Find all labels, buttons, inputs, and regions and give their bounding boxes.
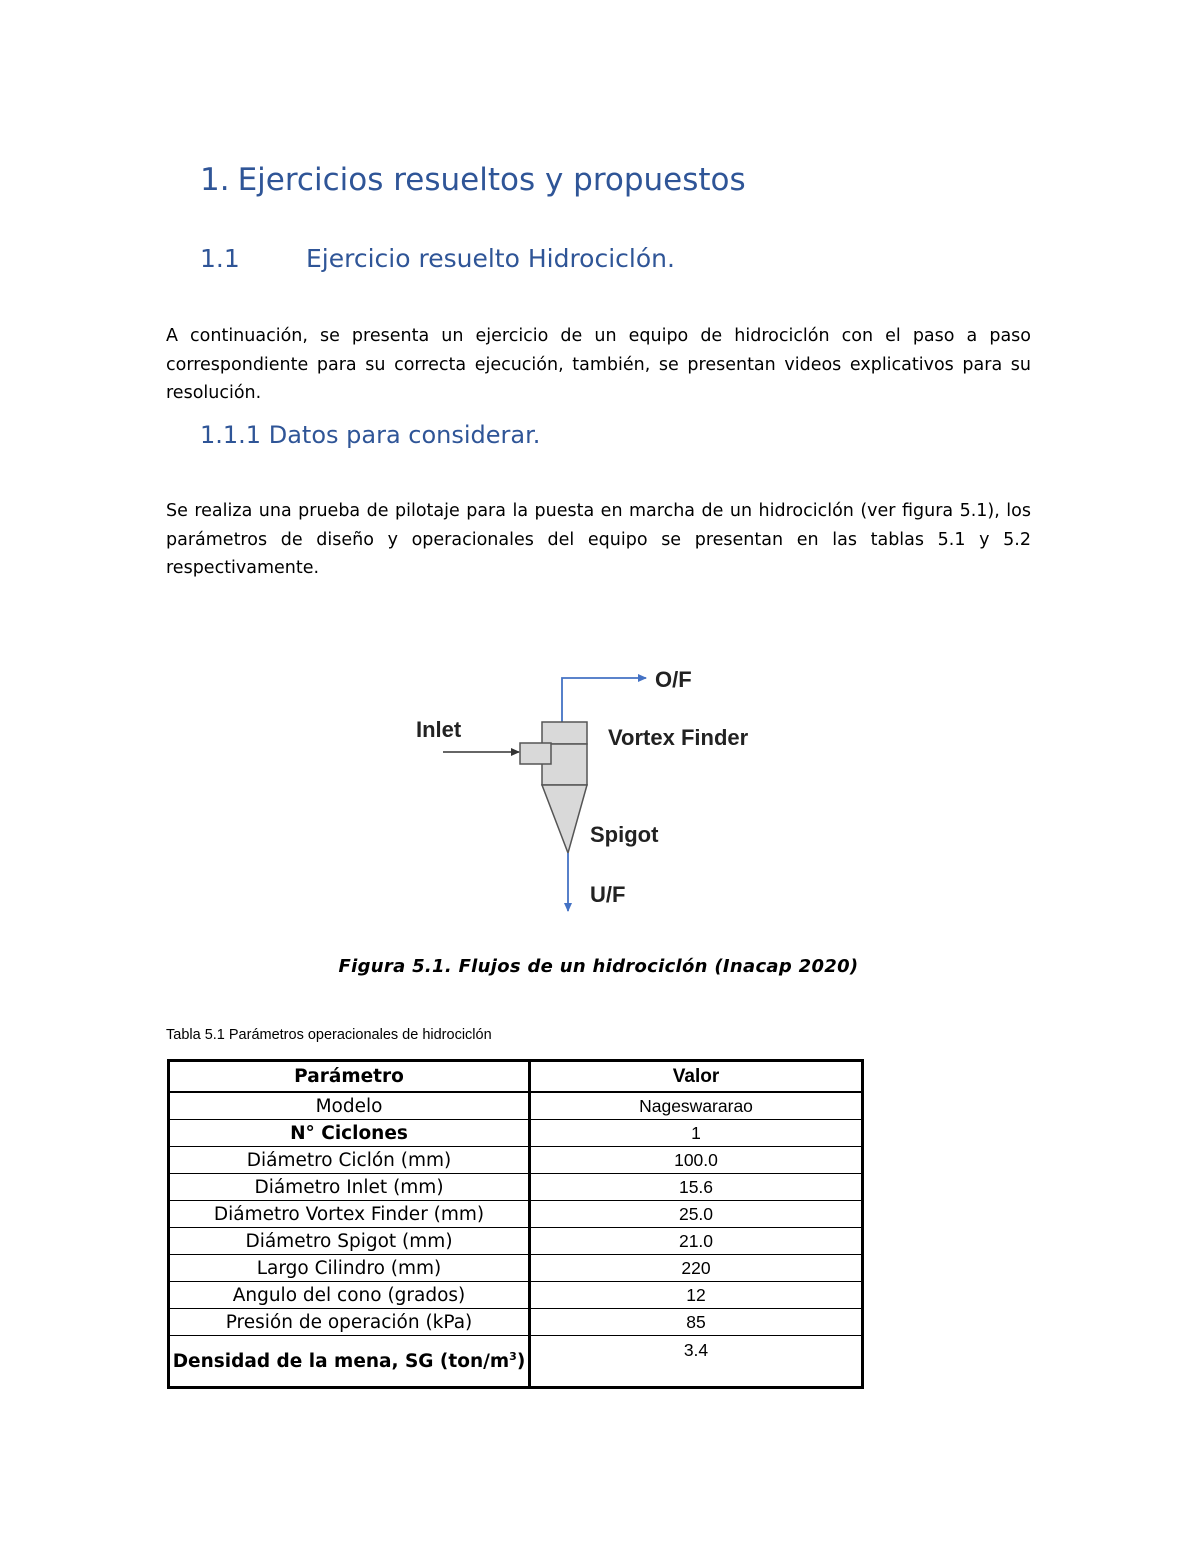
label-inlet: Inlet (416, 717, 462, 742)
cell-param-superscript: 3 (509, 1349, 517, 1363)
data-paragraph: Se realiza una prueba de pilotaje para la puesta en marcha de un hidrociclón (ver figura 5.1), los parámetros de diseño y operacionales del equipo se presentan en las tablas 5.1 y 5.2 respectivamente. (166, 501, 1031, 578)
table-row (169, 1255, 863, 1282)
cell-value: 21.0 (530, 1228, 863, 1255)
cell-param: Largo Cilindro (mm) (169, 1255, 530, 1282)
table-row (169, 1228, 863, 1255)
cell-param: Diámetro Spigot (mm) (169, 1228, 530, 1255)
label-overflow: O/F (655, 667, 692, 692)
label-underflow: U/F (590, 882, 626, 907)
heading-2-text: Ejercicio resuelto Hidrociclón. (306, 244, 675, 273)
cell-value: 220 (530, 1255, 863, 1282)
table-header-row (169, 1061, 863, 1093)
table-row (169, 1174, 863, 1201)
heading-2-number: 1.1 (200, 244, 240, 273)
vortex-finder-shape (542, 722, 587, 744)
cell-param (169, 1336, 530, 1388)
cell-value: 85 (530, 1309, 863, 1336)
cell-param: N° Ciclones (169, 1120, 530, 1147)
cell-param-close: ) (516, 1350, 526, 1372)
heading-1-text: Ejercicios resueltos y propuestos (237, 162, 746, 198)
heading-3 (200, 421, 540, 449)
header-param: Parámetro (169, 1061, 530, 1093)
table-row (169, 1147, 863, 1174)
table-row (169, 1120, 863, 1147)
cell-param: Diámetro Ciclón (mm) (169, 1147, 530, 1174)
cell-value: 12 (530, 1282, 863, 1309)
cell-value: 1 (530, 1120, 863, 1147)
label-vortex-finder: Vortex Finder (608, 725, 749, 750)
cell-value: 25.0 (530, 1201, 863, 1228)
heading-1 (200, 162, 746, 198)
parameters-table (167, 1059, 864, 1389)
cell-value: 100.0 (530, 1147, 863, 1174)
heading-3-number: 1.1.1 (200, 421, 262, 449)
table-row (169, 1309, 863, 1336)
cone-shape (542, 785, 587, 853)
table-row (169, 1336, 863, 1388)
cell-param: Diámetro Inlet (mm) (169, 1174, 530, 1201)
heading-1-number: 1. (200, 162, 230, 198)
hydrocyclone-figure (400, 655, 800, 920)
cell-value: 3.4 (530, 1336, 863, 1388)
cell-value: 15.6 (530, 1174, 863, 1201)
table-row (169, 1092, 863, 1120)
overflow-arrow (562, 678, 646, 722)
intro-paragraph: A continuación, se presenta un ejercicio de un equipo de hidrociclón con el paso a paso correspondiente para su correcta ejecución, también, se presentan videos explicativos para su resolución. (166, 326, 1031, 403)
heading-2 (200, 244, 675, 273)
figure-caption: Figura 5.1. Flujos de un hidrociclón (Inacap 2020) (338, 956, 859, 977)
label-spigot: Spigot (590, 822, 659, 847)
cell-param: Diámetro Vortex Finder (mm) (169, 1201, 530, 1228)
cell-param: Modelo (169, 1092, 530, 1120)
table-row (169, 1282, 863, 1309)
header-value: Valor (530, 1061, 863, 1093)
cell-value: Nageswararao (530, 1092, 863, 1120)
cell-param-text: Densidad de la mena, SG (ton/m (172, 1350, 510, 1372)
table-row (169, 1201, 863, 1228)
cell-param: Angulo del cono (grados) (169, 1282, 530, 1309)
heading-3-text: Datos para considerar. (268, 421, 541, 449)
table-caption: Tabla 5.1 Parámetros operacionales de hidrociclón (166, 1027, 492, 1043)
inlet-shape (520, 743, 551, 764)
cell-param: Presión de operación (kPa) (169, 1309, 530, 1336)
